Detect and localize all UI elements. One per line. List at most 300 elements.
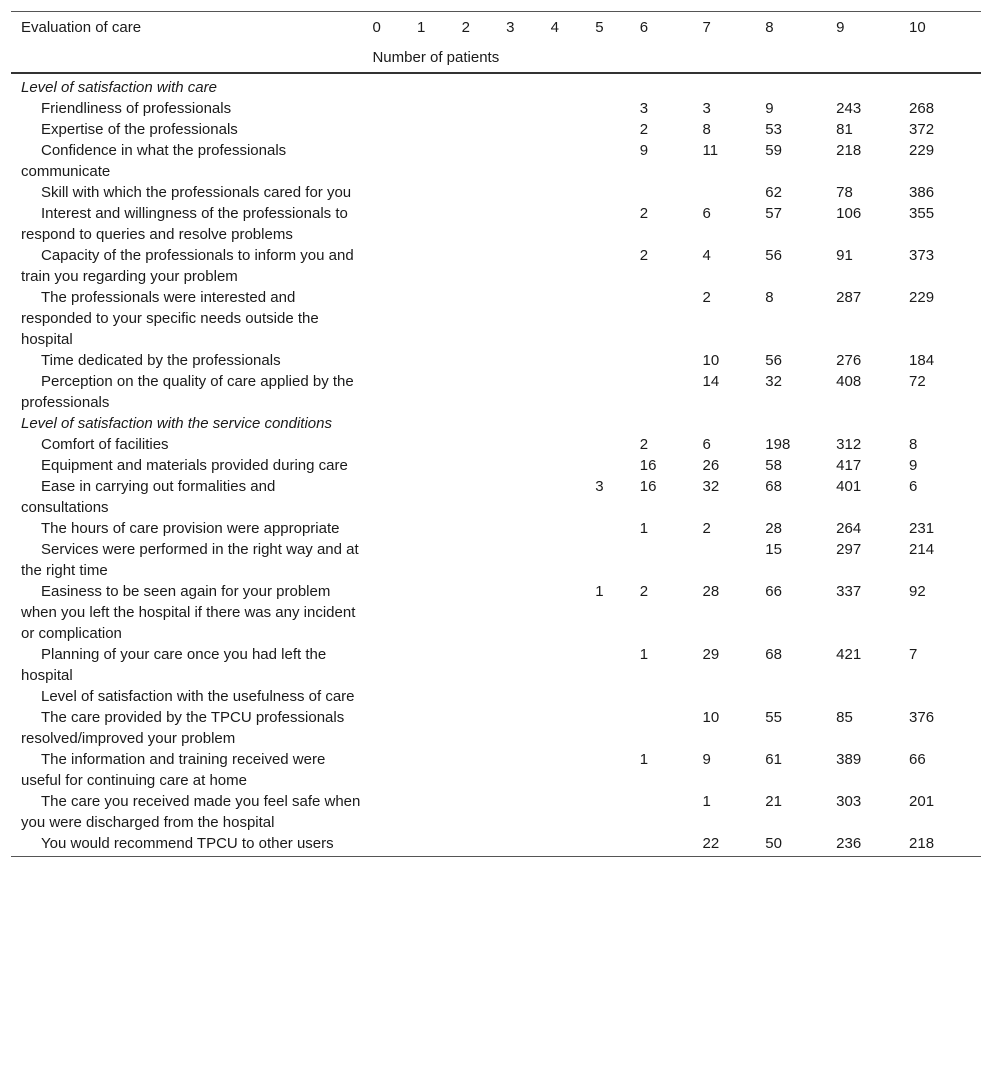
table-row xyxy=(11,581,981,644)
column-header-score-6: 6 xyxy=(640,12,703,43)
cell-score-7: 29 xyxy=(702,646,720,663)
cell-score-9: 337 xyxy=(836,583,862,600)
cell-score-10: 201 xyxy=(909,793,935,810)
cell-score-10: 66 xyxy=(909,751,926,768)
empty-cell xyxy=(551,73,596,98)
row-label xyxy=(11,434,372,455)
cell-score-0 xyxy=(372,791,417,833)
row-label-text: The information and training received were useful for continuing care at home xyxy=(21,751,326,789)
empty-cell xyxy=(640,73,703,98)
empty-cell xyxy=(372,413,417,434)
table-row xyxy=(11,287,981,350)
cell-score-6: 16 xyxy=(639,457,657,474)
row-label xyxy=(11,833,372,857)
cell-score-10: 214 xyxy=(909,541,935,558)
cell-score-5 xyxy=(595,749,640,791)
cell-score-2 xyxy=(462,539,507,581)
subheader-spacer xyxy=(11,42,372,73)
row-label xyxy=(11,476,372,518)
cell-score-0 xyxy=(372,476,417,518)
cell-score-4 xyxy=(551,791,596,833)
cell-score-2 xyxy=(462,455,507,476)
cell-score-3 xyxy=(506,749,551,791)
cell-score-7: 32 xyxy=(702,478,720,495)
cell-score-2 xyxy=(462,140,507,182)
cell-score-5 xyxy=(595,287,640,350)
cell-score-2 xyxy=(462,686,507,707)
cell-score-1 xyxy=(417,791,462,833)
cell-score-4 xyxy=(551,245,596,287)
empty-cell xyxy=(595,413,640,434)
column-header-score-3: 3 xyxy=(506,12,551,43)
cell-score-10: 231 xyxy=(909,520,935,537)
cell-score-6 xyxy=(640,182,703,203)
column-header-score-2: 2 xyxy=(462,12,507,43)
cell-score-6 xyxy=(640,350,703,371)
cell-score-3 xyxy=(506,245,551,287)
cell-score-3 xyxy=(506,140,551,182)
cell-score-5: 3 xyxy=(595,478,604,495)
table-row xyxy=(11,119,981,140)
cell-score-2 xyxy=(462,434,507,455)
cell-score-1 xyxy=(417,371,462,413)
cell-score-4 xyxy=(551,434,596,455)
cell-score-7: 4 xyxy=(702,247,711,264)
cell-score-6 xyxy=(640,791,703,833)
empty-cell xyxy=(417,73,462,98)
cell-score-5 xyxy=(595,791,640,833)
empty-cell xyxy=(506,73,551,98)
cell-score-2 xyxy=(462,287,507,350)
cell-score-5 xyxy=(595,98,640,119)
row-label xyxy=(11,182,372,203)
table-row xyxy=(11,476,981,518)
table-row xyxy=(11,686,981,707)
cell-score-8: 61 xyxy=(765,751,782,768)
section-row xyxy=(11,73,981,98)
cell-score-3 xyxy=(506,455,551,476)
cell-score-8: 68 xyxy=(765,646,782,663)
cell-score-8: 9 xyxy=(765,100,774,117)
column-header-score-9: 9 xyxy=(836,12,909,43)
cell-score-3 xyxy=(506,539,551,581)
cell-score-7: 6 xyxy=(702,205,711,222)
row-label-text: Comfort of facilities xyxy=(41,436,169,453)
cell-score-9: 389 xyxy=(836,751,862,768)
empty-cell xyxy=(417,413,462,434)
cell-score-10: 218 xyxy=(909,833,981,857)
cell-score-2 xyxy=(462,791,507,833)
table-row xyxy=(11,791,981,833)
cell-score-2 xyxy=(462,476,507,518)
cell-score-1 xyxy=(417,581,462,644)
cell-score-10: 72 xyxy=(909,373,926,390)
cell-score-9: 303 xyxy=(836,793,862,810)
row-label xyxy=(11,707,372,749)
cell-score-10: 268 xyxy=(909,100,935,117)
cell-score-3 xyxy=(506,686,551,707)
cell-score-2 xyxy=(462,182,507,203)
cell-score-7 xyxy=(703,686,766,707)
cell-score-8: 21 xyxy=(765,793,782,810)
row-label-text: The hours of care provision were appropriate xyxy=(41,520,340,537)
cell-score-8: 28 xyxy=(765,520,782,537)
cell-score-7: 22 xyxy=(703,833,766,857)
table-row xyxy=(11,203,981,245)
cell-score-1 xyxy=(417,749,462,791)
cell-score-7: 28 xyxy=(702,583,720,600)
cell-score-8: 68 xyxy=(765,478,782,495)
cell-score-9: 276 xyxy=(836,352,862,369)
cell-score-4 xyxy=(551,833,596,857)
cell-score-9: 401 xyxy=(836,478,862,495)
empty-cell xyxy=(909,73,981,98)
cell-score-0 xyxy=(372,686,417,707)
empty-cell xyxy=(372,73,417,98)
row-label xyxy=(11,749,372,791)
cell-score-9: 91 xyxy=(836,247,853,264)
cell-score-9: 297 xyxy=(836,541,862,558)
cell-score-10: 9 xyxy=(909,457,918,474)
cell-score-6 xyxy=(640,539,703,581)
table-row xyxy=(11,455,981,476)
cell-score-9: 106 xyxy=(836,205,862,222)
row-label xyxy=(11,539,372,581)
cell-score-2 xyxy=(462,749,507,791)
empty-cell xyxy=(551,413,596,434)
cell-score-4 xyxy=(551,707,596,749)
empty-cell xyxy=(836,413,909,434)
table-row xyxy=(11,644,981,686)
empty-cell xyxy=(506,413,551,434)
cell-score-6: 1 xyxy=(639,646,649,663)
row-label xyxy=(11,371,372,413)
cell-score-4 xyxy=(551,686,596,707)
cell-score-7: 2 xyxy=(702,289,711,306)
table-row xyxy=(11,350,981,371)
cell-score-0 xyxy=(372,140,417,182)
cell-score-2 xyxy=(462,98,507,119)
row-label xyxy=(11,119,372,140)
cell-score-4 xyxy=(551,203,596,245)
cell-score-10: 386 xyxy=(909,184,935,201)
cell-score-10: 6 xyxy=(909,478,918,495)
cell-score-9: 85 xyxy=(836,709,853,726)
section-heading: Level of satisfaction with the service conditions xyxy=(21,415,332,432)
cell-score-4 xyxy=(551,350,596,371)
row-label-text: Equipment and materials provided during care xyxy=(41,457,348,474)
row-label-text: Interest and willingness of the professionals to respond to queries and resolve problems xyxy=(21,205,348,243)
cell-score-8 xyxy=(765,686,836,707)
column-header-score-0: 0 xyxy=(372,12,417,43)
cell-score-7 xyxy=(703,539,766,581)
cell-score-0 xyxy=(372,518,417,539)
row-label-text: The professionals were interested and responded to your specific needs outside the hospital xyxy=(21,289,319,348)
header-row xyxy=(11,12,981,43)
cell-score-7: 26 xyxy=(702,457,720,474)
cell-score-9: 287 xyxy=(836,289,862,306)
cell-score-9 xyxy=(836,686,909,707)
cell-score-10: 376 xyxy=(909,709,935,726)
cell-score-10: 229 xyxy=(909,142,935,159)
cell-score-10: 92 xyxy=(909,583,926,600)
cell-score-9: 78 xyxy=(836,184,853,201)
cell-score-0 xyxy=(372,203,417,245)
row-label-text: The care you received made you feel safe when you were discharged from the hospital xyxy=(21,793,361,831)
cell-score-10: 372 xyxy=(909,121,935,138)
cell-score-7: 3 xyxy=(702,100,711,117)
row-label xyxy=(11,203,372,245)
cell-score-4 xyxy=(551,98,596,119)
cell-score-10: 8 xyxy=(909,436,918,453)
cell-score-5 xyxy=(595,203,640,245)
row-label xyxy=(11,140,372,182)
cell-score-3 xyxy=(506,434,551,455)
cell-score-3 xyxy=(506,371,551,413)
cell-score-3 xyxy=(506,287,551,350)
empty-cell xyxy=(703,413,766,434)
cell-score-2 xyxy=(462,644,507,686)
cell-score-5 xyxy=(595,245,640,287)
cell-score-0 xyxy=(372,98,417,119)
cell-score-2 xyxy=(462,350,507,371)
cell-score-3 xyxy=(506,119,551,140)
row-label xyxy=(11,518,372,539)
cell-score-9: 312 xyxy=(836,436,862,453)
row-label xyxy=(11,287,372,350)
cell-score-8: 58 xyxy=(765,457,782,474)
cell-score-2 xyxy=(462,203,507,245)
cell-score-3 xyxy=(506,644,551,686)
cell-score-3 xyxy=(506,518,551,539)
row-label-text: Expertise of the professionals xyxy=(41,121,238,138)
cell-score-6: 1 xyxy=(639,751,649,768)
cell-score-0 xyxy=(372,119,417,140)
cell-score-3 xyxy=(506,203,551,245)
row-label xyxy=(11,581,372,644)
table-body xyxy=(11,73,981,857)
table-row xyxy=(11,371,981,413)
cell-score-1 xyxy=(417,707,462,749)
cell-score-6 xyxy=(640,371,703,413)
cell-score-8: 53 xyxy=(765,121,782,138)
cell-score-4 xyxy=(551,644,596,686)
cell-score-5 xyxy=(595,707,640,749)
cell-score-4 xyxy=(551,371,596,413)
cell-score-6 xyxy=(640,833,703,857)
cell-score-4 xyxy=(551,749,596,791)
row-label-text: Ease in carrying out formalities and consultations xyxy=(21,478,276,516)
cell-score-5 xyxy=(595,518,640,539)
empty-cell xyxy=(836,73,909,98)
cell-score-9: 264 xyxy=(836,520,862,537)
empty-cell xyxy=(703,73,766,98)
table-row xyxy=(11,518,981,539)
cell-score-5 xyxy=(595,119,640,140)
cell-score-1 xyxy=(417,476,462,518)
cell-score-9: 408 xyxy=(836,373,862,390)
cell-score-7: 2 xyxy=(702,520,711,537)
cell-score-9: 417 xyxy=(836,457,862,474)
cell-score-1 xyxy=(417,686,462,707)
empty-cell xyxy=(640,413,703,434)
cell-score-5 xyxy=(595,455,640,476)
row-label-text: Time dedicated by the professionals xyxy=(41,352,281,369)
cell-score-6 xyxy=(640,707,703,749)
cell-score-4 xyxy=(551,518,596,539)
cell-score-0 xyxy=(372,833,417,857)
row-label-text: You would recommend TPCU to other users xyxy=(41,835,334,852)
cell-score-4 xyxy=(551,119,596,140)
cell-score-4 xyxy=(551,581,596,644)
cell-score-6 xyxy=(640,686,703,707)
empty-cell xyxy=(765,413,836,434)
cell-score-3 xyxy=(506,581,551,644)
empty-cell xyxy=(462,73,507,98)
cell-score-10: 229 xyxy=(909,289,935,306)
cell-score-2 xyxy=(462,707,507,749)
cell-score-0 xyxy=(372,644,417,686)
cell-score-3 xyxy=(506,98,551,119)
table-row xyxy=(11,539,981,581)
cell-score-9: 218 xyxy=(836,142,862,159)
cell-score-0 xyxy=(372,434,417,455)
row-label-text: Perception on the quality of care applied by the professionals xyxy=(21,373,354,411)
cell-score-2 xyxy=(462,833,507,857)
subheader-row xyxy=(11,42,981,73)
cell-score-8: 50 xyxy=(765,833,836,857)
table-row xyxy=(11,707,981,749)
row-label-text: Capacity of the professionals to inform you and train you regarding your problem xyxy=(21,247,354,285)
cell-score-1 xyxy=(417,350,462,371)
cell-score-7: 11 xyxy=(702,142,719,159)
cell-score-0 xyxy=(372,350,417,371)
row-label-text: Confidence in what the professionals communicate xyxy=(21,142,287,180)
row-label-text: The care provided by the TPCU professionals resolved/improved your problem xyxy=(21,709,345,747)
cell-score-8: 15 xyxy=(765,541,782,558)
cell-score-5 xyxy=(595,182,640,203)
cell-score-9: 81 xyxy=(836,121,853,138)
cell-score-5 xyxy=(595,434,640,455)
row-label-text: Easiness to be seen again for your problem when you left the hospital if there was any incident or complication xyxy=(21,583,356,642)
cell-score-8: 55 xyxy=(765,709,782,726)
cell-score-1 xyxy=(417,203,462,245)
table-row xyxy=(11,140,981,182)
empty-cell xyxy=(595,73,640,98)
empty-cell xyxy=(462,413,507,434)
cell-score-8: 32 xyxy=(765,373,782,390)
cell-score-0 xyxy=(372,182,417,203)
cell-score-9: 236 xyxy=(836,833,909,857)
cell-score-0 xyxy=(372,287,417,350)
cell-score-7: 9 xyxy=(702,751,711,768)
cell-score-0 xyxy=(372,707,417,749)
satisfaction-table xyxy=(11,11,981,857)
row-label xyxy=(11,98,372,119)
row-label xyxy=(11,245,372,287)
cell-score-8: 56 xyxy=(765,352,782,369)
row-label-text: Level of satisfaction with the usefulness of care xyxy=(41,688,355,705)
cell-score-6: 2 xyxy=(639,121,649,138)
table-row xyxy=(11,434,981,455)
cell-score-0 xyxy=(372,371,417,413)
cell-score-7: 8 xyxy=(702,121,711,138)
cell-score-5 xyxy=(595,539,640,581)
cell-score-0 xyxy=(372,455,417,476)
cell-score-4 xyxy=(551,539,596,581)
cell-score-3 xyxy=(506,350,551,371)
empty-cell xyxy=(909,413,981,434)
cell-score-3 xyxy=(506,833,551,857)
table-row xyxy=(11,245,981,287)
cell-score-8: 57 xyxy=(765,205,782,222)
cell-score-6: 2 xyxy=(639,247,649,264)
satisfaction-table-container xyxy=(11,11,981,857)
cell-score-1 xyxy=(417,140,462,182)
cell-score-4 xyxy=(551,476,596,518)
cell-score-6: 1 xyxy=(639,520,649,537)
cell-score-7: 6 xyxy=(702,436,711,453)
cell-score-2 xyxy=(462,518,507,539)
cell-score-2 xyxy=(462,245,507,287)
column-header-score-1: 1 xyxy=(417,12,462,43)
section-row xyxy=(11,413,981,434)
cell-score-0 xyxy=(372,539,417,581)
cell-score-8: 66 xyxy=(765,583,782,600)
cell-score-5: 1 xyxy=(595,583,604,600)
column-header-score-10: 10 xyxy=(909,12,981,43)
cell-score-5 xyxy=(595,371,640,413)
cell-score-4 xyxy=(551,182,596,203)
cell-score-10 xyxy=(909,686,981,707)
row-label-text: Skill with which the professionals cared for you xyxy=(41,184,352,201)
cell-score-5 xyxy=(595,833,640,857)
empty-cell xyxy=(765,73,836,98)
cell-score-5 xyxy=(595,350,640,371)
row-label xyxy=(11,686,372,707)
cell-score-7: 10 xyxy=(702,709,720,726)
cell-score-10: 355 xyxy=(909,205,935,222)
cell-score-1 xyxy=(417,518,462,539)
table-row xyxy=(11,833,981,857)
cell-score-3 xyxy=(506,182,551,203)
row-label xyxy=(11,455,372,476)
cell-score-1 xyxy=(417,833,462,857)
cell-score-6: 2 xyxy=(639,436,649,453)
cell-score-0 xyxy=(372,581,417,644)
table-header xyxy=(11,12,981,74)
cell-score-5 xyxy=(595,686,640,707)
section-heading: Level of satisfaction with care xyxy=(21,79,217,96)
cell-score-0 xyxy=(372,749,417,791)
cell-score-1 xyxy=(417,245,462,287)
cell-score-7 xyxy=(703,182,766,203)
cell-score-7: 10 xyxy=(702,352,720,369)
cell-score-9: 243 xyxy=(836,100,862,117)
cell-score-5 xyxy=(595,644,640,686)
cell-score-6: 16 xyxy=(639,478,657,495)
cell-score-8: 59 xyxy=(765,142,782,159)
cell-score-9: 421 xyxy=(836,646,862,663)
row-label-text: Friendliness of professionals xyxy=(41,100,232,117)
cell-score-6: 2 xyxy=(639,583,649,600)
cell-score-7: 1 xyxy=(702,793,711,810)
cell-score-1 xyxy=(417,644,462,686)
cell-score-6: 2 xyxy=(639,205,649,222)
column-header-evaluation: Evaluation of care xyxy=(11,12,372,43)
cell-score-4 xyxy=(551,455,596,476)
cell-score-4 xyxy=(551,140,596,182)
